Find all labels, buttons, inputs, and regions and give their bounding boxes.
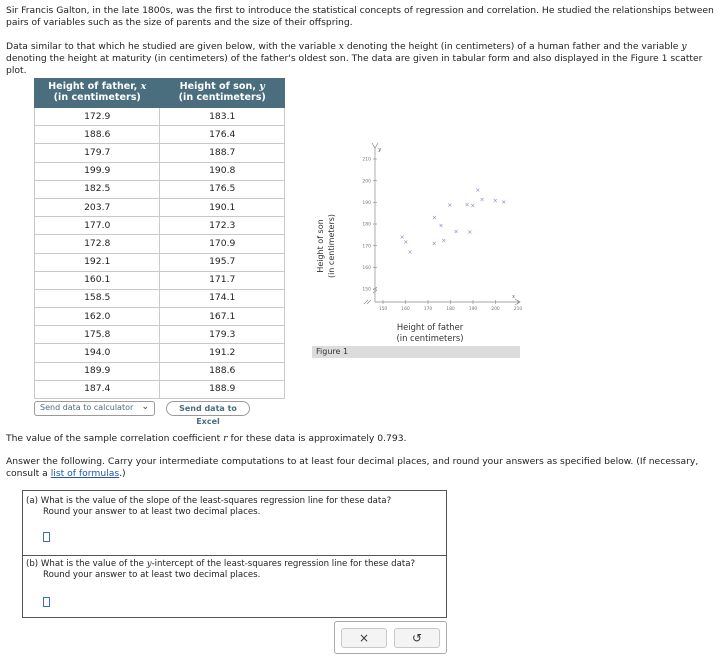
correlation-statement	[6, 433, 407, 445]
x-var-label: x	[512, 294, 516, 300]
father-height-cell: 199.9	[35, 162, 160, 180]
questions-panel	[22, 490, 447, 618]
x-tick-label: 150	[378, 307, 388, 312]
intro-paragraph-1: Sir Francis Galton, in the late 1800s, was the first to introduce the statistical concepts of regression and correlation. He studied the relationships between pairs of variables such as the size of parents and the size of their offspring.	[6, 5, 714, 28]
var-x: x	[338, 41, 344, 52]
instructions	[6, 456, 720, 480]
table-row	[35, 108, 285, 126]
data-point: ×	[492, 197, 498, 205]
answer-b-input[interactable]	[43, 597, 50, 607]
father-height-cell: 162.0	[35, 308, 160, 326]
father-height-cell: 194.0	[35, 344, 160, 362]
father-height-cell: 175.8	[35, 326, 160, 344]
question-b-text: -intercept of the least-squares regression line for these data?	[151, 559, 416, 569]
father-height-cell: 188.6	[35, 126, 160, 144]
son-height-cell: 188.7	[160, 144, 285, 162]
data-point: ×	[441, 237, 447, 245]
data-point: ×	[407, 248, 413, 256]
header-father	[35, 79, 160, 108]
question-b-line1	[26, 559, 444, 570]
y-tick-label: 210	[362, 157, 371, 163]
corr-text: The value of the sample correlation coefficient	[6, 433, 224, 444]
data-point: ×	[438, 222, 444, 230]
table-row	[35, 162, 285, 180]
intro-paragraph-2	[6, 41, 718, 77]
y-tick-label: 180	[362, 222, 371, 228]
header-text: Height of father,	[48, 81, 141, 93]
data-point: ×	[475, 186, 481, 194]
table-row	[35, 380, 285, 398]
son-height-cell: 191.2	[160, 344, 285, 362]
y-tick-label: 160	[362, 265, 371, 271]
instructions-text: Answer the following. Carry your intermediate computations to at least four decimal places, and round your answers as specified below. (If necessary, consult a	[6, 456, 699, 479]
clear-button[interactable]: ×	[341, 628, 387, 648]
data-point: ×	[447, 202, 453, 210]
corr-text: for these data is approximately 0.793.	[227, 433, 407, 444]
table-row	[35, 308, 285, 326]
table-row	[35, 217, 285, 235]
y-axis-title-1: Height of son	[316, 219, 325, 273]
son-height-cell: 176.5	[160, 180, 285, 198]
intro-text: Data similar to that which he studied are given below, with the variable	[6, 41, 339, 52]
x-axis-break	[364, 300, 371, 304]
y-tick-label: 170	[362, 244, 371, 250]
instructions-tail: .)	[119, 467, 126, 479]
son-height-cell: 183.1	[160, 108, 285, 126]
son-height-cell: 172.3	[160, 217, 285, 235]
father-height-cell: 203.7	[35, 198, 160, 216]
son-height-cell: 167.1	[160, 308, 285, 326]
y-tick-label: 150	[362, 287, 371, 293]
header-var: y	[259, 81, 265, 93]
y-tick-label: 200	[362, 179, 371, 185]
data-point: ×	[399, 233, 405, 241]
data-point: ×	[432, 214, 438, 222]
y-tick-label: 190	[362, 200, 371, 206]
son-height-cell: 188.9	[160, 380, 285, 398]
son-height-cell: 170.9	[160, 235, 285, 253]
question-a-line2: Round your answer to at least two decimal places.	[43, 506, 261, 517]
father-height-cell: 182.5	[35, 180, 160, 198]
father-height-cell: 160.1	[35, 271, 160, 289]
y-axis-title-2: (in centimeters)	[327, 213, 336, 279]
question-b	[26, 559, 444, 580]
data-point: ×	[501, 199, 507, 207]
son-height-cell: 190.8	[160, 162, 285, 180]
divider	[23, 555, 446, 556]
x-tick-label: 160	[401, 307, 410, 312]
question-a-line1: (a) What is the value of the slope of the least-squares regression line for these data?	[26, 496, 392, 506]
send-to-calculator-dropdown[interactable]	[34, 401, 155, 416]
data-table	[34, 78, 285, 399]
son-height-cell: 171.7	[160, 271, 285, 289]
father-height-cell: 172.9	[35, 108, 160, 126]
x-tick-label: 170	[423, 307, 433, 312]
x-tick-label: 200	[491, 307, 500, 312]
send-to-excel-button[interactable]: Send data to Excel	[166, 401, 250, 416]
x-axis-title-2: (in centimeters)	[396, 333, 464, 343]
father-height-cell: 177.0	[35, 217, 160, 235]
father-height-cell: 192.1	[35, 253, 160, 271]
father-height-cell: 187.4	[35, 380, 160, 398]
son-height-cell: 176.4	[160, 126, 285, 144]
table-row	[35, 180, 285, 198]
data-point: ×	[464, 201, 470, 209]
data-point: ×	[479, 196, 485, 204]
x-tick-label: 180	[446, 307, 455, 312]
table-row	[35, 344, 285, 362]
calculator-label: Send data to calculator	[40, 403, 134, 412]
table-row	[35, 198, 285, 216]
data-point: ×	[403, 238, 409, 246]
var-y: y	[146, 559, 152, 569]
header-text: (in centimeters)	[53, 92, 141, 103]
y-var-label: y	[378, 147, 382, 153]
data-point: ×	[470, 202, 476, 210]
son-height-cell: 195.7	[160, 253, 285, 271]
x-axis-title-1: Height of father	[396, 322, 464, 332]
data-point: ×	[431, 240, 437, 248]
x-tick-label: 190	[468, 307, 478, 312]
table-row	[35, 144, 285, 162]
question-b-text: (b) What is the value of the	[26, 559, 147, 569]
question-b-line2: Round your answer to at least two decimal places.	[43, 569, 261, 580]
data-point: ×	[467, 228, 473, 236]
table-row	[35, 235, 285, 253]
answer-actions	[334, 621, 447, 654]
header-text: Height of son,	[179, 81, 260, 93]
var-y: y	[681, 41, 687, 52]
son-height-cell: 174.1	[160, 289, 285, 307]
var-r: r	[223, 433, 228, 444]
header-son	[160, 79, 285, 108]
son-height-cell: 179.3	[160, 326, 285, 344]
formulas-link[interactable]: list of formulas	[50, 467, 120, 479]
header-text: (in centimeters)	[178, 92, 266, 103]
father-height-cell: 189.9	[35, 362, 160, 380]
chevron-down-icon: ⌄	[141, 402, 149, 412]
table-row	[35, 126, 285, 144]
father-height-cell: 172.8	[35, 235, 160, 253]
table-row	[35, 362, 285, 380]
table-row	[35, 271, 285, 289]
header-var: x	[140, 81, 147, 93]
figure-label: Figure 1	[312, 346, 520, 358]
answer-a-input[interactable]	[43, 532, 50, 542]
intro-text: denoting the height (in centimeters) of a human father and the variable	[343, 41, 682, 52]
son-height-cell: 190.1	[160, 198, 285, 216]
x-tick-label: 210	[513, 307, 523, 312]
son-height-cell: 188.6	[160, 362, 285, 380]
data-point: ×	[453, 228, 459, 236]
table-row	[35, 326, 285, 344]
intro-text: denoting the height at maturity (in centimeters) of the father's oldest son. The data are given in tabular form and also displayed in the Figure 1 scatter plot.	[6, 52, 703, 76]
table-row	[35, 253, 285, 271]
question-a	[26, 496, 444, 517]
father-height-cell: 179.7	[35, 144, 160, 162]
undo-button[interactable]: ↺	[394, 628, 440, 648]
father-height-cell: 158.5	[35, 289, 160, 307]
table-row	[35, 289, 285, 307]
scatter-plot	[312, 140, 527, 345]
